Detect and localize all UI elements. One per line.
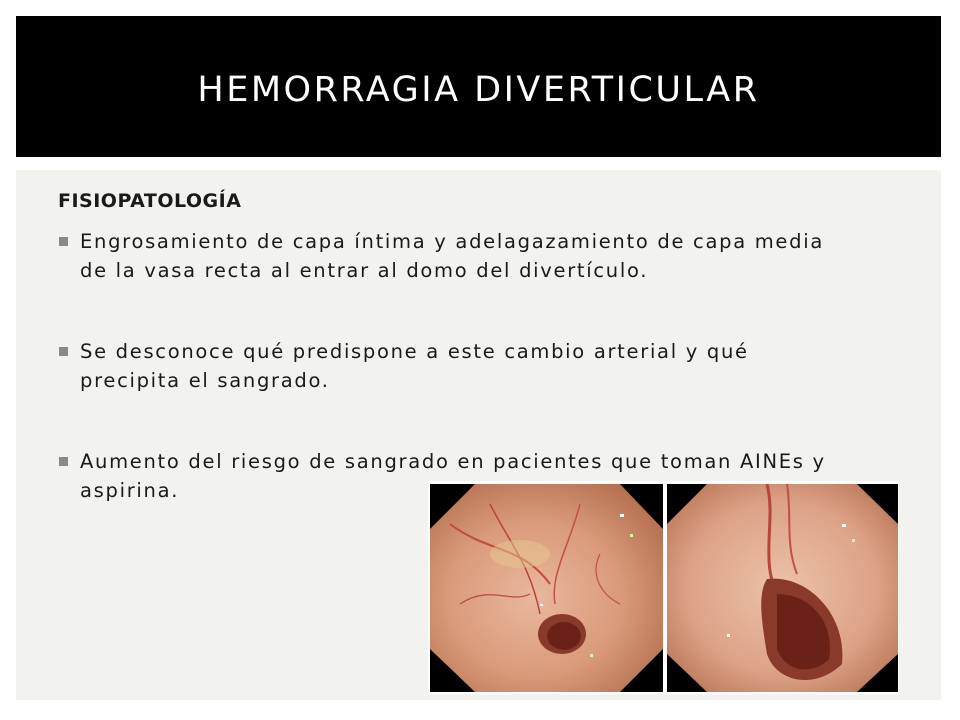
square-bullet-icon — [59, 237, 68, 246]
bullet-text: Aumento del riesgo de sangrado en pacientes que toman AINEs y aspirina. — [80, 450, 826, 502]
endoscopy-image-right — [667, 484, 898, 692]
bullet-text: Engrosamiento de capa íntima y adelagazamiento de capa media de la vasa recta al entrar al domo del divertículo. — [80, 230, 824, 282]
endoscopy-image-left — [430, 484, 663, 692]
title-bar — [16, 16, 941, 157]
section-heading: FISIOPATOLOGÍA — [58, 190, 242, 212]
square-bullet-icon — [59, 457, 68, 466]
bullet-item — [56, 337, 856, 395]
square-bullet-icon — [59, 347, 68, 356]
slide-title: HEMORRAGIA DIVERTICULAR — [197, 69, 760, 110]
endoscopy-images — [428, 481, 899, 694]
bullet-item — [56, 227, 856, 285]
bullet-text: Se desconoce qué predispone a este cambio arterial y qué precipita el sangrado. — [80, 340, 749, 392]
